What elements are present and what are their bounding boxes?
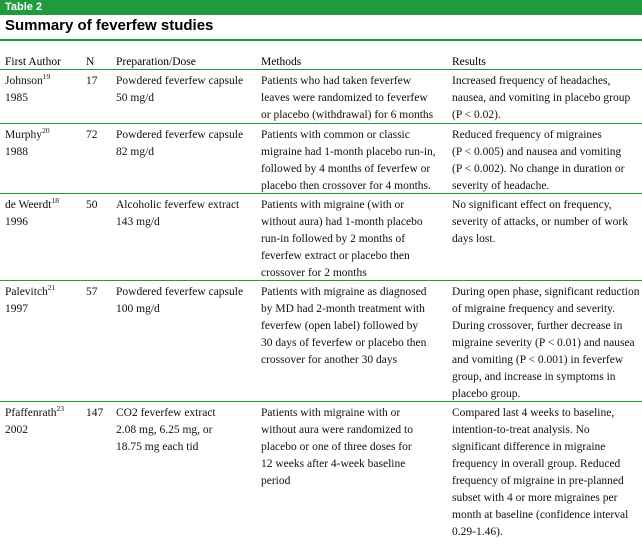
preparation-cell	[116, 127, 243, 161]
study-year: 1996	[5, 216, 28, 228]
cell-line: severity of headache.	[452, 180, 550, 192]
row-divider	[0, 401, 642, 402]
cell-line: Powdered feverfew capsule	[116, 75, 244, 87]
cell-line: 50 mg/d	[116, 92, 155, 104]
cell-line: Increased frequency of headaches,	[452, 75, 611, 87]
author-name-line	[5, 284, 55, 301]
cell-line: and vomiting (P < 0.001) in feverfew	[452, 354, 624, 366]
cell-line: group, and increase in symptoms in	[452, 371, 616, 383]
study-year: 1997	[5, 303, 28, 315]
cell-line: feverfew (open label) followed by	[261, 320, 419, 332]
preparation-cell	[116, 405, 216, 456]
cell-line: Patients with migraine with or	[261, 407, 401, 419]
cell-line: feverfew extract or placebo then	[261, 250, 410, 262]
table-label: Table 2	[5, 1, 43, 13]
study-year: 1985	[5, 92, 28, 104]
author-cell	[5, 405, 64, 439]
cell-line: Powdered feverfew capsule	[116, 286, 244, 298]
header-divider	[0, 69, 642, 70]
cell-line: Patients who had taken feverfew	[261, 75, 412, 87]
preparation-cell	[116, 73, 243, 107]
author-name-line	[5, 405, 64, 422]
results-cell	[452, 405, 628, 541]
results-cell	[452, 284, 639, 403]
methods-cell	[261, 127, 436, 195]
author-name: Pfaffenrath	[5, 407, 57, 419]
author-name-line	[5, 197, 59, 214]
cell-line: placebo group.	[452, 388, 521, 400]
column-header-n: N	[86, 56, 95, 68]
cell-line: 12 weeks after 4-week baseline	[261, 458, 406, 470]
cell-line: During open phase, significant reduction	[452, 286, 640, 298]
cell-line: Patients with common or classic	[261, 129, 410, 141]
author-name: de Weerdt	[5, 199, 52, 211]
sample-size-cell: 72	[86, 129, 98, 141]
row-divider	[0, 280, 642, 281]
cell-line: crossover for 2 months	[261, 267, 367, 279]
sample-size-cell: 147	[86, 407, 104, 419]
sample-size-cell: 57	[86, 286, 98, 298]
methods-cell	[261, 284, 426, 369]
cell-line: significant difference in migraine	[452, 441, 606, 453]
study-year: 1988	[5, 146, 28, 158]
cell-line: (P < 0.02).	[452, 109, 501, 121]
cell-line: without aura) had 1-month placebo	[261, 216, 423, 228]
cell-line: leaves were randomized to feverfew	[261, 92, 428, 104]
cell-line: Compared last 4 weeks to baseline,	[452, 407, 615, 419]
methods-cell	[261, 405, 413, 490]
cell-line: nausea, and vomiting in placebo group	[452, 92, 631, 104]
cell-line: (P < 0.002). No change in duration or	[452, 163, 625, 175]
author-cell	[5, 127, 50, 161]
cell-line: crossover for another 30 days	[261, 354, 398, 366]
cell-line: frequency in overall group. Reduced	[452, 458, 621, 470]
author-name: Palevitch	[5, 286, 48, 298]
study-year: 2002	[5, 424, 28, 436]
cell-line: Patients with migraine as diagnosed	[261, 286, 427, 298]
cell-line: placebo or one of three doses for	[261, 441, 412, 453]
author-cell	[5, 197, 59, 231]
author-name-line	[5, 127, 50, 144]
cell-line: days lost.	[452, 233, 496, 245]
cell-line: 18.75 mg each tid	[116, 441, 199, 453]
cell-line: 82 mg/d	[116, 146, 155, 158]
cell-line: Reduced frequency of migraines	[452, 129, 602, 141]
reference-number: 18	[51, 196, 59, 205]
cell-line: migraine severity (P < 0.01) and nausea	[452, 337, 635, 349]
preparation-cell	[116, 197, 239, 231]
reference-number: 19	[42, 72, 51, 81]
column-header-results: Results	[452, 56, 486, 68]
cell-line: followed by 4 months of feverfew or	[261, 163, 431, 175]
cell-line: month at baseline (confidence interval	[452, 509, 629, 521]
title-divider	[0, 39, 642, 41]
reference-number: 23	[56, 404, 65, 413]
author-name: Murphy	[5, 129, 43, 141]
reference-number: 20	[42, 126, 50, 135]
cell-line: 30 days of feverfew or placebo then	[261, 337, 427, 349]
results-cell	[452, 197, 628, 248]
cell-line: 2.08 mg, 6.25 mg, or	[116, 424, 213, 436]
row-divider	[0, 123, 642, 124]
cell-line: Patients with migraine (with or	[261, 199, 405, 211]
cell-line: (P < 0.005) and nausea and vomiting	[452, 146, 622, 158]
cell-line: Powdered feverfew capsule	[116, 129, 244, 141]
cell-line: Alcoholic feverfew extract	[116, 199, 240, 211]
table-label-bar	[0, 0, 642, 15]
results-cell	[452, 127, 624, 195]
cell-line: 143 mg/d	[116, 216, 160, 228]
table-title: Summary of feverfew studies	[5, 17, 214, 34]
cell-line: intention-to-treat analysis. No	[452, 424, 590, 436]
cell-line: No significant effect on frequency,	[452, 199, 612, 211]
cell-line: During crossover, further decrease in	[452, 320, 623, 332]
cell-line: or placebo (withdrawal) for 6 months	[261, 109, 434, 121]
author-cell	[5, 73, 50, 107]
cell-line: subset with 4 or more migraines per	[452, 492, 618, 504]
row-divider	[0, 193, 642, 194]
cell-line: run-in followed by 2 months of	[261, 233, 406, 245]
sample-size-cell: 50	[86, 199, 98, 211]
cell-line: severity of attacks, or number of work	[452, 216, 628, 228]
sample-size-cell: 17	[86, 75, 98, 87]
cell-line: by MD had 2-month treatment with	[261, 303, 425, 315]
cell-line: frequency of migraine in pre-planned	[452, 475, 624, 487]
cell-line: 0.29-1.46).	[452, 526, 503, 538]
column-header-methods: Methods	[261, 56, 302, 68]
results-cell	[452, 73, 630, 124]
cell-line: migraine had 1-month placebo run-in,	[261, 146, 436, 158]
cell-line: 100 mg/d	[116, 303, 160, 315]
cell-line: placebo then crossover for 4 months.	[261, 180, 431, 192]
cell-line: period	[261, 475, 291, 487]
author-name: Johnson	[5, 75, 43, 87]
cell-line: without aura were randomized to	[261, 424, 413, 436]
reference-number: 21	[47, 283, 56, 292]
methods-cell	[261, 73, 433, 124]
author-cell	[5, 284, 55, 318]
author-name-line	[5, 73, 50, 90]
preparation-cell	[116, 284, 243, 318]
column-header-preparation: Preparation/Dose	[116, 56, 196, 68]
cell-line: of migraine frequency and severity.	[452, 303, 616, 315]
cell-line: CO2 feverfew extract	[116, 407, 216, 419]
column-header-author: First Author	[5, 56, 61, 68]
methods-cell	[261, 197, 423, 282]
